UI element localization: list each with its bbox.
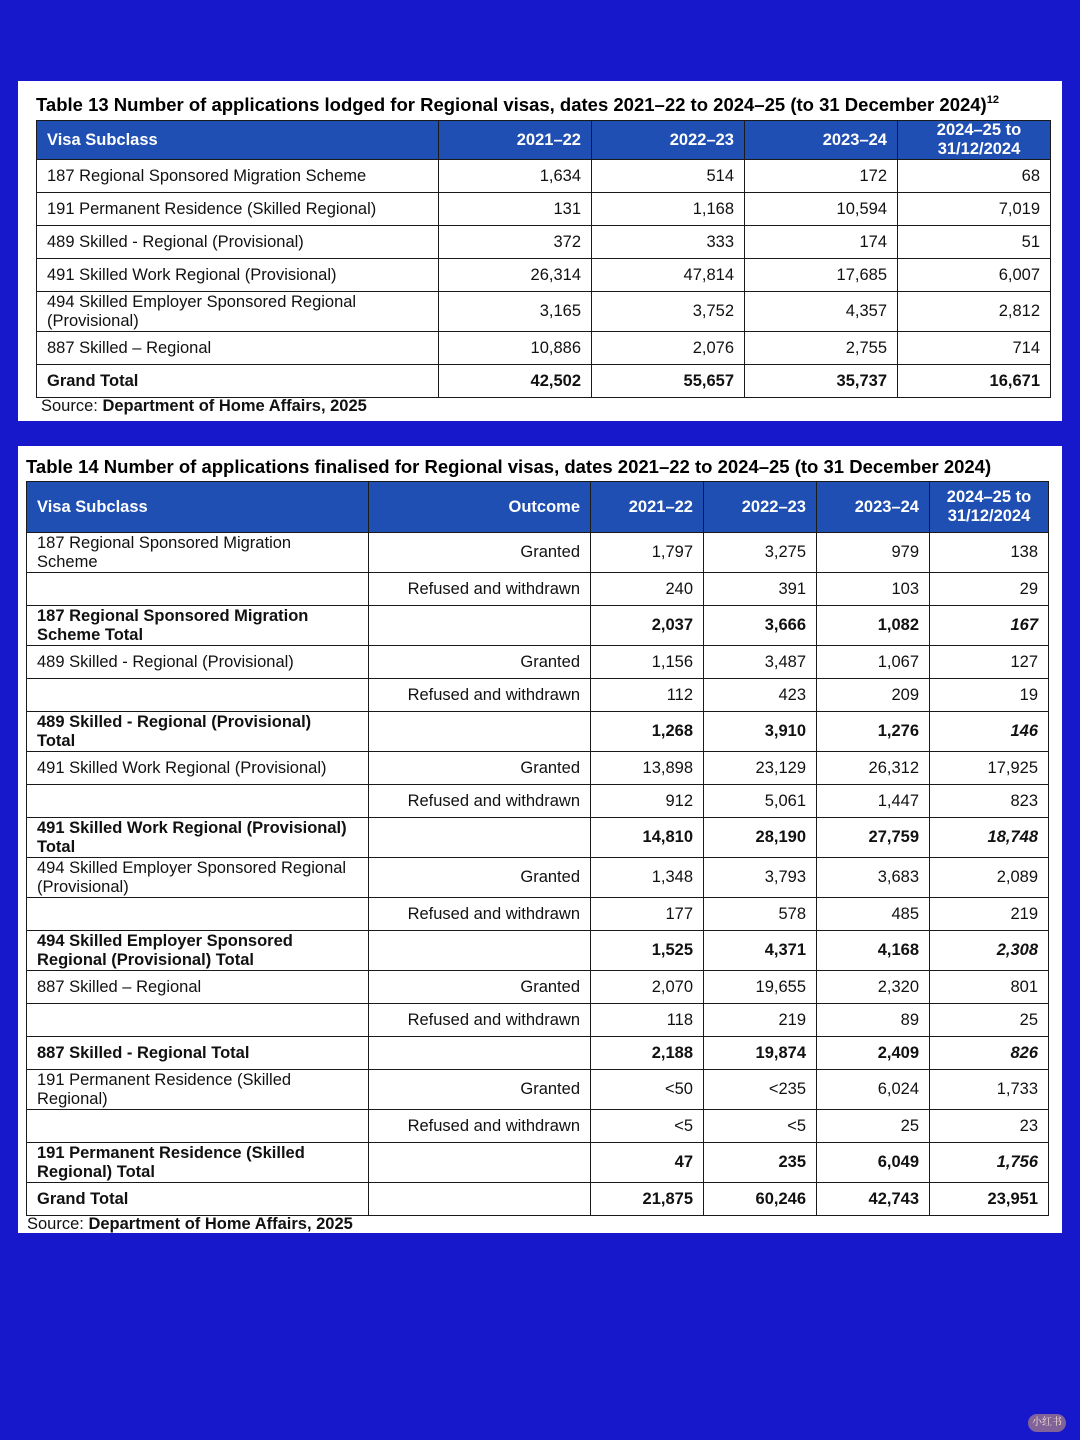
table-row (37, 365, 1051, 398)
value-cell: 333 (592, 226, 745, 259)
value-cell: 4,168 (817, 931, 930, 971)
table-row (27, 1110, 1049, 1143)
value-cell: 391 (704, 573, 817, 606)
value-cell: 55,657 (592, 365, 745, 398)
visa-subclass-label: 887 Skilled - Regional Total (37, 1043, 250, 1062)
header-outcome: Outcome (369, 482, 591, 533)
footnote-marker: 12 (986, 94, 999, 106)
visa-subclass-cell (27, 898, 369, 931)
value-cell: 138 (930, 533, 1049, 573)
value-cell: 219 (704, 1004, 817, 1037)
table-row (27, 971, 1049, 1004)
value-cell: 19 (930, 679, 1049, 712)
visa-subclass-cell (37, 292, 439, 332)
value-cell: 2,320 (817, 971, 930, 1004)
value-cell: 2,188 (591, 1037, 704, 1070)
value-cell: 1,348 (591, 858, 704, 898)
table-13-title (36, 94, 999, 116)
header-2024-25-line1: 2024–25 to (946, 488, 1032, 506)
visa-subclass-label-line2: (Provisional) (37, 877, 129, 896)
header-2022-23: 2022–23 (704, 482, 817, 533)
visa-subclass-label-line2: Scheme (37, 552, 98, 571)
visa-subclass-cell (27, 533, 369, 573)
value-cell: 17,685 (745, 259, 898, 292)
visa-subclass-cell (27, 1183, 369, 1216)
header-visa-subclass: Visa Subclass (37, 121, 439, 160)
visa-subclass-cell (37, 365, 439, 398)
value-cell: 13,898 (591, 752, 704, 785)
value-cell: 1,756 (930, 1143, 1049, 1183)
header-2023-24: 2023–24 (745, 121, 898, 160)
total-row (27, 1183, 1049, 1216)
table-row (37, 193, 1051, 226)
value-cell: 172 (745, 160, 898, 193)
total-row (27, 818, 1049, 858)
outcome-cell: Granted (369, 752, 591, 785)
value-cell: 29 (930, 573, 1049, 606)
visa-subclass-label: Grand Total (37, 1189, 129, 1208)
outcome-cell (369, 1037, 591, 1070)
outcome-cell: Granted (369, 971, 591, 1004)
value-cell: 801 (930, 971, 1049, 1004)
table-row (37, 259, 1051, 292)
value-cell: 10,594 (745, 193, 898, 226)
visa-subclass-label: 489 Skilled - Regional (Provisional) (37, 652, 294, 671)
value-cell: 1,634 (439, 160, 592, 193)
visa-subclass-cell (27, 818, 369, 858)
table-14-panel (18, 446, 1062, 1233)
outcome-cell: Refused and withdrawn (369, 1110, 591, 1143)
value-cell: 28,190 (704, 818, 817, 858)
value-cell: 7,019 (898, 193, 1051, 226)
visa-subclass-label-line2: (Provisional) (47, 311, 139, 330)
source-text: Department of Home Affairs, 2025 (102, 397, 367, 415)
outcome-cell: Granted (369, 858, 591, 898)
value-cell: 3,683 (817, 858, 930, 898)
table-row (27, 679, 1049, 712)
table-row (37, 160, 1051, 193)
outcome-cell (369, 606, 591, 646)
value-cell: 6,007 (898, 259, 1051, 292)
value-cell: <5 (704, 1110, 817, 1143)
table-row (27, 752, 1049, 785)
visa-subclass-cell (27, 971, 369, 1004)
value-cell: 3,275 (704, 533, 817, 573)
value-cell: 1,797 (591, 533, 704, 573)
value-cell: 2,308 (930, 931, 1049, 971)
total-row (27, 712, 1049, 752)
table-header-row (27, 482, 1049, 533)
value-cell: 103 (817, 573, 930, 606)
value-cell: 912 (591, 785, 704, 818)
visa-subclass-cell (27, 679, 369, 712)
value-cell: 714 (898, 332, 1051, 365)
visa-subclass-label: 489 Skilled - Regional (Provisional) (37, 712, 312, 731)
value-cell: 2,409 (817, 1037, 930, 1070)
table-row (27, 646, 1049, 679)
value-cell: 146 (930, 712, 1049, 752)
value-cell: 1,168 (592, 193, 745, 226)
visa-subclass-cell (37, 226, 439, 259)
header-2022-23: 2022–23 (592, 121, 745, 160)
visa-subclass-label: 491 Skilled Work Regional (Provisional) (47, 265, 337, 284)
visa-subclass-label: 191 Permanent Residence (Skilled (37, 1143, 305, 1162)
header-2024-25-line1: 2024–25 to (936, 121, 1022, 139)
value-cell: 25 (817, 1110, 930, 1143)
value-cell: 47,814 (592, 259, 745, 292)
value-cell: 27,759 (817, 818, 930, 858)
value-cell: 2,076 (592, 332, 745, 365)
value-cell: 23,129 (704, 752, 817, 785)
visa-subclass-label-line2: Regional) (37, 1089, 108, 1108)
value-cell: 1,268 (591, 712, 704, 752)
visa-subclass-label: 494 Skilled Employer Sponsored Regional (47, 292, 357, 311)
value-cell: 174 (745, 226, 898, 259)
value-cell: 89 (817, 1004, 930, 1037)
value-cell: <5 (591, 1110, 704, 1143)
value-cell: 6,049 (817, 1143, 930, 1183)
value-cell: 240 (591, 573, 704, 606)
visa-subclass-cell (27, 858, 369, 898)
value-cell: 5,061 (704, 785, 817, 818)
visa-subclass-label: 187 Regional Sponsored Migration (37, 606, 309, 625)
visa-subclass-cell (27, 1110, 369, 1143)
visa-subclass-cell (27, 1004, 369, 1037)
value-cell: 167 (930, 606, 1049, 646)
value-cell: 26,314 (439, 259, 592, 292)
value-cell: 826 (930, 1037, 1049, 1070)
value-cell: 209 (817, 679, 930, 712)
visa-subclass-cell (37, 259, 439, 292)
outcome-cell (369, 712, 591, 752)
visa-subclass-label: Grand Total (47, 371, 139, 390)
value-cell: 16,671 (898, 365, 1051, 398)
table-14 (26, 481, 1049, 1216)
value-cell: 68 (898, 160, 1051, 193)
value-cell: 1,082 (817, 606, 930, 646)
table-13-title-text: Table 13 Number of applications lodged for Regional visas, dates 2021–22 to 2024–25 (to 31 December 2024) (36, 94, 987, 115)
value-cell: 2,037 (591, 606, 704, 646)
value-cell: 578 (704, 898, 817, 931)
table-row (27, 898, 1049, 931)
value-cell: 112 (591, 679, 704, 712)
value-cell: <50 (591, 1070, 704, 1110)
visa-subclass-cell (37, 160, 439, 193)
visa-subclass-label: 187 Regional Sponsored Migration Scheme (47, 166, 367, 185)
visa-subclass-label: 191 Permanent Residence (Skilled Regional) (47, 199, 377, 218)
value-cell: 23 (930, 1110, 1049, 1143)
value-cell: 219 (930, 898, 1049, 931)
value-cell: 25 (930, 1004, 1049, 1037)
value-cell: 1,525 (591, 931, 704, 971)
value-cell: 2,755 (745, 332, 898, 365)
value-cell: 18,748 (930, 818, 1049, 858)
value-cell: 979 (817, 533, 930, 573)
value-cell: 372 (439, 226, 592, 259)
visa-subclass-label-line2: Scheme Total (37, 625, 144, 644)
visa-subclass-cell (27, 785, 369, 818)
visa-subclass-label: 491 Skilled Work Regional (Provisional) (37, 818, 347, 837)
value-cell: 118 (591, 1004, 704, 1037)
value-cell: 2,089 (930, 858, 1049, 898)
table-row (37, 332, 1051, 365)
visa-subclass-label: 887 Skilled – Regional (37, 977, 202, 996)
value-cell: 3,793 (704, 858, 817, 898)
visa-subclass-label-line2: Total (37, 837, 76, 856)
table-row (27, 1004, 1049, 1037)
visa-subclass-cell (27, 931, 369, 971)
visa-subclass-cell (27, 752, 369, 785)
table-row (27, 858, 1049, 898)
value-cell: 6,024 (817, 1070, 930, 1110)
value-cell: 3,165 (439, 292, 592, 332)
visa-subclass-label-line2: Regional) Total (37, 1162, 155, 1181)
table-13-source (41, 397, 367, 416)
value-cell: 1,156 (591, 646, 704, 679)
outcome-cell: Granted (369, 1070, 591, 1110)
header-2021-22: 2021–22 (439, 121, 592, 160)
value-cell: 235 (704, 1143, 817, 1183)
value-cell: 10,886 (439, 332, 592, 365)
visa-subclass-cell (27, 1143, 369, 1183)
value-cell: 42,502 (439, 365, 592, 398)
table-14-source (27, 1215, 353, 1234)
value-cell: 514 (592, 160, 745, 193)
header-visa-subclass: Visa Subclass (27, 482, 369, 533)
value-cell: 42,743 (817, 1183, 930, 1216)
header-2024-25 (930, 482, 1049, 533)
total-row (27, 1037, 1049, 1070)
visa-subclass-label-line2: Regional (Provisional) Total (37, 950, 254, 969)
value-cell: 26,312 (817, 752, 930, 785)
outcome-cell (369, 1143, 591, 1183)
value-cell: 19,874 (704, 1037, 817, 1070)
visa-subclass-label-line2: Total (37, 731, 76, 750)
value-cell: 4,371 (704, 931, 817, 971)
watermark-logo: 小红书 (1028, 1414, 1066, 1432)
outcome-cell (369, 931, 591, 971)
outcome-cell (369, 818, 591, 858)
value-cell: 47 (591, 1143, 704, 1183)
outcome-cell: Refused and withdrawn (369, 1004, 591, 1037)
table-row (37, 292, 1051, 332)
source-text: Department of Home Affairs, 2025 (88, 1215, 353, 1233)
value-cell: 823 (930, 785, 1049, 818)
value-cell: 2,070 (591, 971, 704, 1004)
value-cell: 3,666 (704, 606, 817, 646)
value-cell: 3,487 (704, 646, 817, 679)
visa-subclass-label: 187 Regional Sponsored Migration (37, 533, 292, 552)
total-row (27, 931, 1049, 971)
value-cell: 1,447 (817, 785, 930, 818)
header-2024-25 (898, 121, 1051, 160)
value-cell: 60,246 (704, 1183, 817, 1216)
outcome-cell (369, 1183, 591, 1216)
outcome-cell: Refused and withdrawn (369, 785, 591, 818)
table-header-row (37, 121, 1051, 160)
value-cell: 1,067 (817, 646, 930, 679)
value-cell: 423 (704, 679, 817, 712)
visa-subclass-cell (27, 646, 369, 679)
visa-subclass-cell (37, 332, 439, 365)
value-cell: 14,810 (591, 818, 704, 858)
value-cell: 2,812 (898, 292, 1051, 332)
value-cell: 177 (591, 898, 704, 931)
visa-subclass-cell (27, 573, 369, 606)
visa-subclass-label: 887 Skilled – Regional (47, 338, 212, 357)
outcome-cell: Granted (369, 646, 591, 679)
outcome-cell: Refused and withdrawn (369, 679, 591, 712)
header-2023-24: 2023–24 (817, 482, 930, 533)
total-row (27, 1143, 1049, 1183)
value-cell: 127 (930, 646, 1049, 679)
value-cell: 35,737 (745, 365, 898, 398)
outcome-cell: Refused and withdrawn (369, 573, 591, 606)
table-row (27, 785, 1049, 818)
value-cell: 485 (817, 898, 930, 931)
table-row (27, 533, 1049, 573)
value-cell: <235 (704, 1070, 817, 1110)
visa-subclass-cell (27, 1037, 369, 1070)
header-2024-25-line2: 31/12/2024 (947, 507, 1031, 525)
table-row (37, 226, 1051, 259)
visa-subclass-label: 494 Skilled Employer Sponsored Regional (37, 858, 347, 877)
table-13-panel (18, 81, 1062, 421)
outcome-cell: Granted (369, 533, 591, 573)
total-row (27, 606, 1049, 646)
table-row (27, 573, 1049, 606)
visa-subclass-label: 191 Permanent Residence (Skilled (37, 1070, 292, 1089)
value-cell: 17,925 (930, 752, 1049, 785)
outcome-cell: Refused and withdrawn (369, 898, 591, 931)
visa-subclass-cell (27, 712, 369, 752)
value-cell: 51 (898, 226, 1051, 259)
value-cell: 3,910 (704, 712, 817, 752)
value-cell: 1,733 (930, 1070, 1049, 1110)
value-cell: 3,752 (592, 292, 745, 332)
visa-subclass-label: 491 Skilled Work Regional (Provisional) (37, 758, 327, 777)
visa-subclass-cell (27, 1070, 369, 1110)
value-cell: 4,357 (745, 292, 898, 332)
visa-subclass-label: 489 Skilled - Regional (Provisional) (47, 232, 304, 251)
value-cell: 131 (439, 193, 592, 226)
header-2024-25-line2: 31/12/2024 (937, 140, 1021, 158)
visa-subclass-cell (37, 193, 439, 226)
visa-subclass-cell (27, 606, 369, 646)
value-cell: 21,875 (591, 1183, 704, 1216)
table-13 (36, 120, 1051, 398)
table-row (27, 1070, 1049, 1110)
source-prefix: Source: (41, 397, 103, 415)
header-2021-22: 2021–22 (591, 482, 704, 533)
visa-subclass-label: 494 Skilled Employer Sponsored (37, 931, 293, 950)
value-cell: 1,276 (817, 712, 930, 752)
value-cell: 19,655 (704, 971, 817, 1004)
table-14-title: Table 14 Number of applications finalised for Regional visas, dates 2021–22 to 2024–25 (to 31 December 2024) (26, 456, 992, 477)
value-cell: 23,951 (930, 1183, 1049, 1216)
source-prefix: Source: (27, 1215, 89, 1233)
